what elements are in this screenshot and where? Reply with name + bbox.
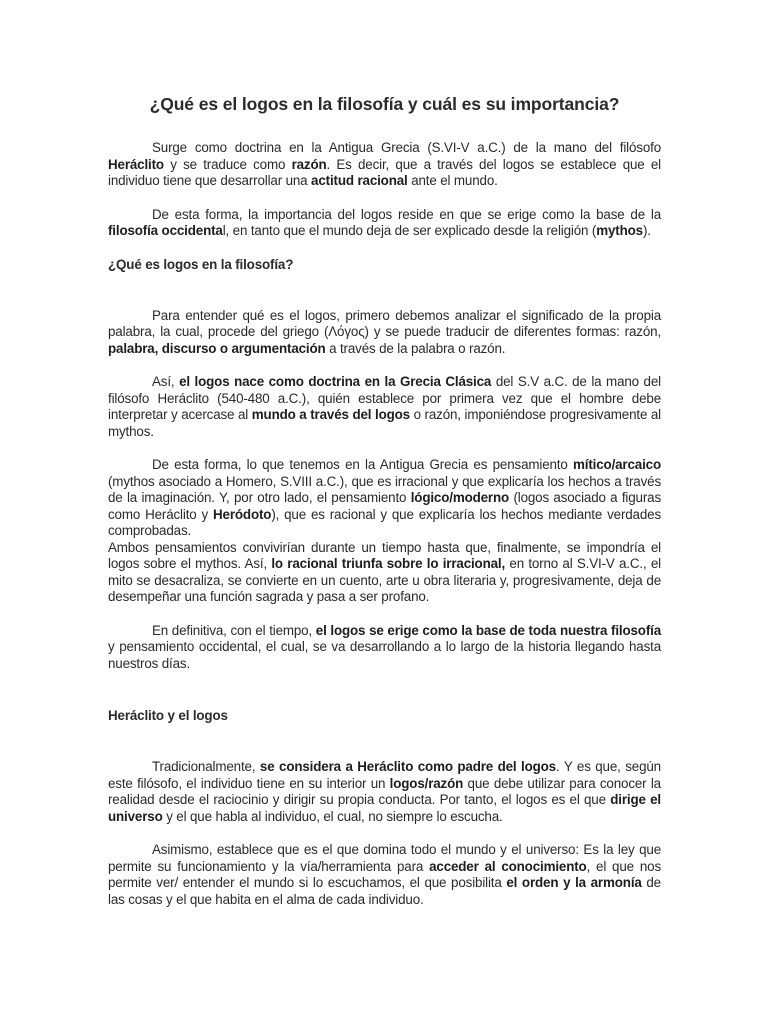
paragraph-heraclito-father: Tradicionalmente, se considera a Heráclito como padre del logos. Y es que, según este filósofo, el individuo tiene en su interior un logos/razón que debe utilizar para conocer la realidad desde el raciocinio y dirigir su propia conducta. Por tanto, el logos es el que dirige el universo y el que habla al individuo, el cual, no siempre lo escucha. bbox=[108, 759, 662, 824]
paragraph-importance: De esta forma, la importancia del logos reside en que se erige como la base de la filosofía occidental, en tanto que el mundo deja de ser explicado desde la religión (mythos). bbox=[108, 206, 661, 238]
section-heading-heraclito: Heráclito y el logos bbox=[108, 708, 228, 723]
paragraph-meaning: Para entender qué es el logos, primero debemos analizar el significado de la propia palabra, la cual, procede del griego (Λόγος) y se puede traducir de diferentes formas: razón, palabra, discurso o argumentación a través de la palabra o razón. bbox=[108, 307, 661, 356]
section-heading-logos: ¿Qué es logos en la filosofía? bbox=[108, 256, 294, 272]
paragraph-coexistence: Ambos pensamientos convivirían durante un tiempo hasta que, finalmente, se impondría el logos sobre el mythos. Así, lo racional triunfa sobre lo irracional, en torno al S.VI-V a.C., el mito se desacraliza, se convierte en un cuento, arte u obra literaria y, progresivamente, deja de desempeñar una función sagrada y pasa a ser profano. bbox=[108, 539, 661, 604]
paragraph-origin: Así, el logos nace como doctrina en la Grecia Clásica del S.V a.C. de la mano del filósofo Heráclito (540-480 a.C.), quién establece por primera vez que el hombre debe interpretar y acercase al mundo a través del logos o razón, imponiéndose progresivamente al mythos. bbox=[108, 374, 662, 439]
document-title: ¿Qué es el logos en la filosofía y cuál es su importancia? bbox=[149, 94, 620, 114]
paragraph-thought-types: De esta forma, lo que tenemos en la Antigua Grecia es pensamiento mítico/arcaico (mythos asociado a Homero, S.VIII a.C.), que es irracional y que explicaría los hechos a través de la imaginación. Y, por otro lado, el pensamiento lógico/moderno (logos asociado a figuras como Heráclito y Heródoto), que es racional y que explicaría los hechos mediante verdades comprobadas. bbox=[108, 457, 661, 538]
paragraph-universal-law: Asimismo, establece que es el que domina todo el mundo y el universo: Es la ley que permite su funcionamiento y la vía/herramienta para acceder al conocimiento, el que nos permite ver/ entender el mundo si lo escuchamos, el que posibilita el orden y la armonía de las cosas y el que habita en el alma de cada individuo. bbox=[108, 842, 661, 907]
paragraph-conclusion: En definitiva, con el tiempo, el logos se erige como la base de toda nuestra filosofía y pensamiento occidental, el cual, se va desarrollando a lo largo de la historia llegando hasta nuestros días. bbox=[108, 622, 661, 671]
paragraph-intro: Surge como doctrina en la Antigua Grecia (S.VI-V a.C.) de la mano del filósofo Heráclito y se traduce como razón. Es decir, que a través del logos se establece que el individuo tiene que desarrollar una actitud racional ante el mundo. bbox=[108, 140, 661, 188]
